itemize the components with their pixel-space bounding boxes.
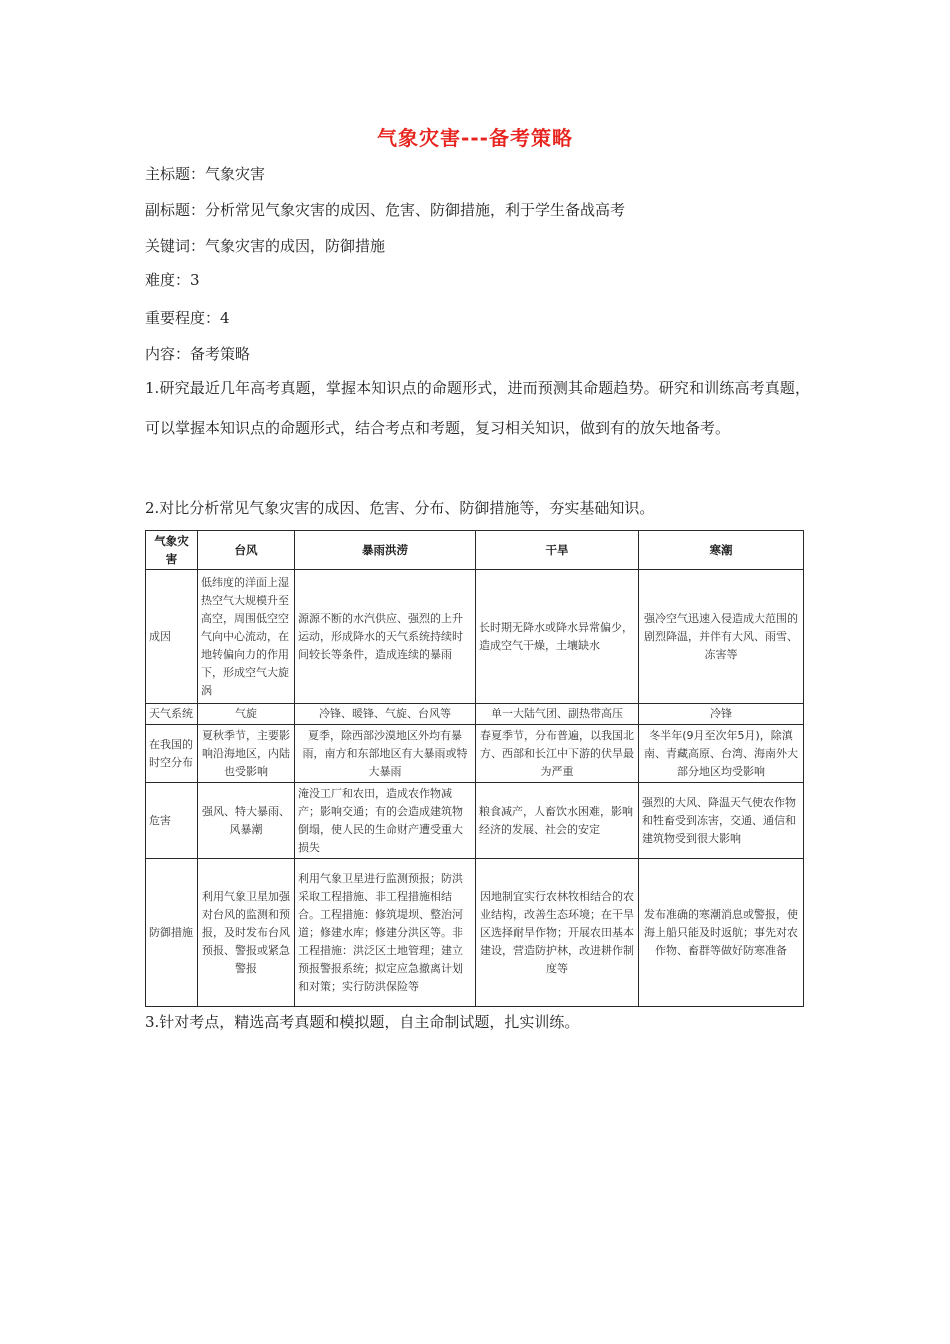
paragraph-2: 2.对比分析常见气象灾害的成因、危害、分布、防御措施等，夯实基础知识。 [145, 499, 655, 517]
table-cell: 源源不断的水汽供应、强烈的上升运动，形成降水的天气系统持续时间较长等条件，造成连续的暴雨 [295, 570, 476, 704]
row-label: 天气系统 [146, 704, 198, 725]
header-cell: 暴雨洪涝 [295, 531, 476, 570]
table-cell: 冬半年(9月至次年5月)，除滇南、青藏高原、台湾、海南外大部分地区均受影响 [639, 725, 804, 783]
header-cell: 干旱 [476, 531, 639, 570]
document-title: 气象灾害---备考策略 [377, 126, 573, 150]
table-cell: 单一大陆气团、副热带高压 [476, 704, 639, 725]
content-line: 内容：备考策略 [145, 345, 251, 363]
main-title-line: 主标题：气象灾害 [145, 165, 266, 183]
table-cell: 利用气象卫星进行监测预报；防洪采取工程措施、非工程措施相结合。工程措施：修筑堤坝、整治河道；修建水库；修建分洪区等。非工程措施：洪泛区土地管理；建立预报警报系统；拟定应急撤离计划和对策；实行防洪保险等 [295, 859, 476, 1007]
table-cell: 因地制宜实行农林牧相结合的农业结构，改善生态环境；在干旱区选择耐旱作物；开展农田基本建设，营造防护林，改进耕作制度等 [476, 859, 639, 1007]
importance-line: 重要程度：4 [145, 309, 230, 327]
table-cell: 低纬度的洋面上湿热空气大规模升至高空，周围低空空气向中心流动，在地转偏向力的作用下，形成空气大旋涡 [198, 570, 295, 704]
table-cell: 冷锋 [639, 704, 804, 725]
table-cell: 粮食减产，人畜饮水困难，影响经济的发展、社会的安定 [476, 783, 639, 859]
header-cell: 寒潮 [639, 531, 804, 570]
table-row [146, 725, 804, 783]
table-cell: 强风、特大暴雨、风暴潮 [198, 783, 295, 859]
table-cell: 强烈的大风、降温天气使农作物和牲畜受到冻害，交通、通信和建筑物受到很大影响 [639, 783, 804, 859]
header-cell: 台风 [198, 531, 295, 570]
paragraph-1: 1.研究最近几年高考真题，掌握本知识点的命题形式，进而预测其命题趋势。研究和训练高考真题，可以掌握本知识点的命题形式，结合考点和考题，复习相关知识，做到有的放矢地备考。 [145, 379, 810, 437]
table-row [146, 570, 804, 704]
table-cell: 强冷空气迅速入侵造成大范围的剧烈降温，并伴有大风、雨雪、冻害等 [639, 570, 804, 704]
row-label: 危害 [146, 783, 198, 859]
table-cell: 夏秋季节，主要影响沿海地区，内陆也受影响 [198, 725, 295, 783]
table-cell: 长时期无降水或降水异常偏少，造成空气干燥，土壤缺水 [476, 570, 639, 704]
table-cell: 春夏季节，分布普遍，以我国北方、西部和长江中下游的伏旱最为严重 [476, 725, 639, 783]
table-row [146, 704, 804, 725]
header-cell: 气象灾害 [146, 531, 198, 570]
table-cell: 冷锋、暖锋、气旋、台风等 [295, 704, 476, 725]
keywords-line: 关键词：气象灾害的成因，防御措施 [145, 237, 386, 255]
row-label: 防御措施 [146, 859, 198, 1007]
subtitle-line: 副标题：分析常见气象灾害的成因、危害、防御措施，利于学生备战高考 [145, 201, 626, 219]
disaster-table-wrap [145, 530, 803, 996]
row-label: 在我国的时空分布 [146, 725, 198, 783]
table-cell: 气旋 [198, 704, 295, 725]
table-cell: 夏季，除西部沙漠地区外均有暴雨，南方和东部地区有大暴雨或特大暴雨 [295, 725, 476, 783]
difficulty-line: 难度：3 [145, 271, 200, 289]
row-label: 成因 [146, 570, 198, 704]
paragraph-3: 3.针对考点，精选高考真题和模拟题，自主命制试题，扎实训练。 [145, 1013, 580, 1031]
table-cell: 发布准确的寒潮消息或警报，使海上船只能及时返航；事先对农作物、畜群等做好防寒准备 [639, 859, 804, 1007]
table-row [146, 859, 804, 1007]
table-header-row [146, 531, 804, 570]
table-row [146, 783, 804, 859]
disaster-comparison-table [145, 530, 804, 1007]
table-cell: 利用气象卫星加强对台风的监测和预报，及时发布台风预报、警报或紧急警报 [198, 859, 295, 1007]
table-cell: 淹没工厂和农田，造成农作物减产；影响交通；有的会造成建筑物倒塌，使人民的生命财产遭受重大损失 [295, 783, 476, 859]
